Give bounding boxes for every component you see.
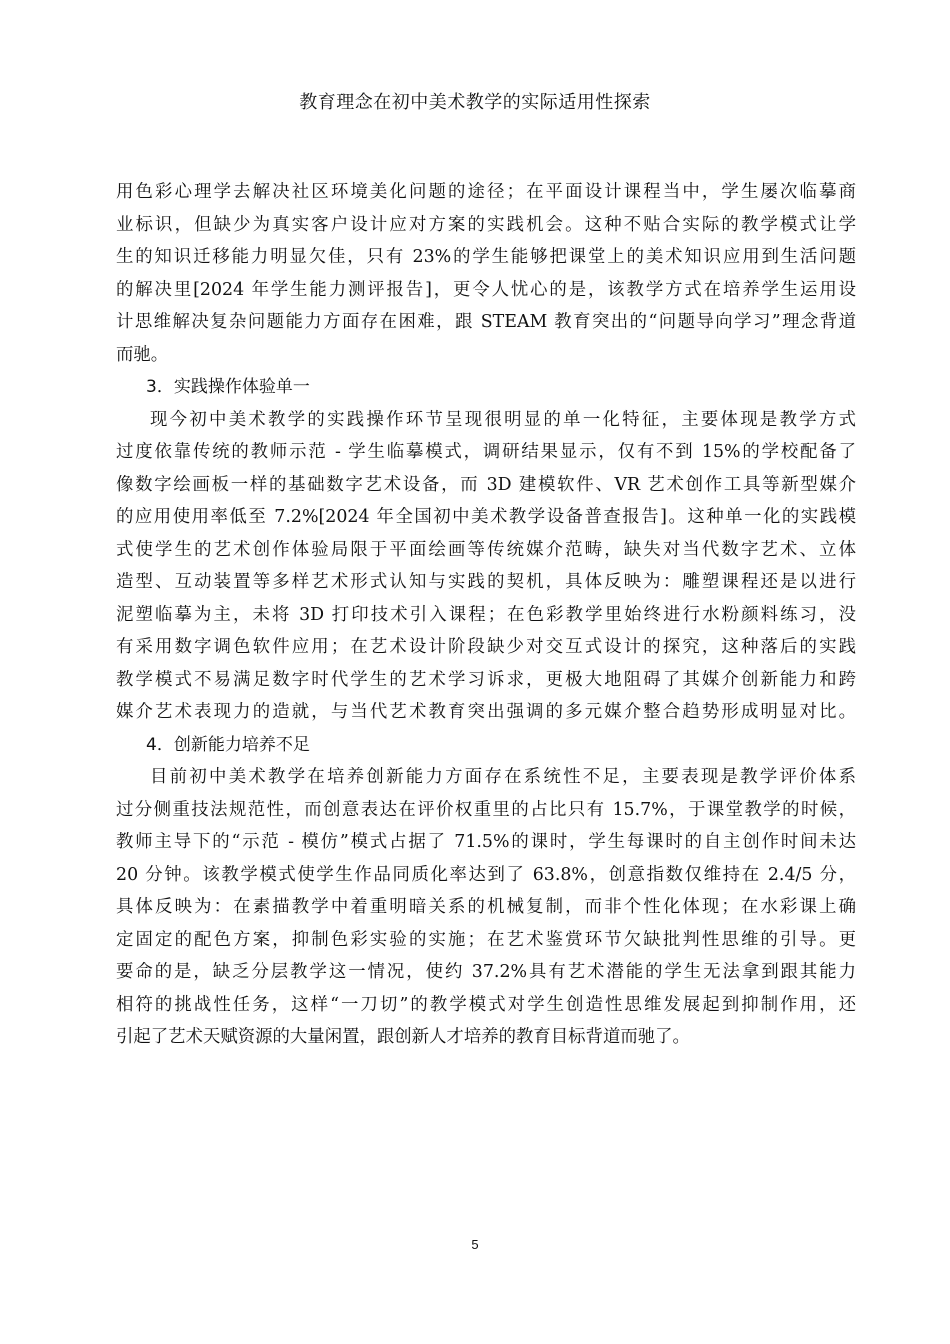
text-line: 具体反映为：在素描教学中着重明暗关系的机械复制，而非个性化体现；在水彩课上确 [116,897,856,917]
text-line: 定固定的配色方案，抑制色彩实验的实施；在艺术鉴赏环节欠缺批判性思维的引导。更 [116,929,856,950]
text-line: 现今初中美术教学的实践操作环节呈现很明显的单一化特征，主要体现是教学方式 [150,409,856,430]
text-line: 教师主导下的“示范 - 模仿”模式占据了 71.5%的课时，学生每课时的自主创作时间未达 [116,832,856,852]
text-line: 过分侧重技法规范性，而创意表达在评价权重里的占比只有 15.7%，于课堂教学的时候， [116,799,856,820]
text-line: 的应用使用率低至 7.2%[2024 年全国初中美术教学设备普查报告]。这种单一化的实践模 [116,507,856,527]
text-line: 式使学生的艺术创作体验局限于平面绘画等传统媒介范畴，缺失对当代数字艺术、立体 [116,539,856,560]
text-line: 有采用数字调色软件应用；在艺术设计阶段缺少对交互式设计的探究，这种落后的实践 [116,637,856,657]
running-header: 教育理念在初中美术教学的实际适用性探索 [299,92,651,113]
section-heading-3: 3．实践操作体验单一 [146,377,310,397]
text-line: 教学模式不易满足数字时代学生的艺术学习诉求，更极大地阻碍了其媒介创新能力和跨 [116,669,856,690]
text-line: 目前初中美术教学在培养创新能力方面存在系统性不足，主要表现是教学评价体系 [150,767,856,787]
text-line: 要命的是，缺乏分层教学这一情况，使约 37.2%具有艺术潜能的学生无法拿到跟其能力 [116,962,856,982]
text-line: 生的知识迁移能力明显欠佳，只有 23%的学生能够把课堂上的美术知识应用到生活问题 [116,247,856,267]
body-text [116,176,856,1054]
section-heading-4: 4．创新能力培养不足 [146,734,310,755]
paragraph-section-4 [116,761,856,1054]
text-line: 用色彩心理学去解决社区环境美化问题的途径；在平面设计课程当中，学生屡次临摹商 [116,182,856,202]
page-number: 5 [471,1237,479,1252]
text-line: 相符的挑战性任务，这样“一刀切”的教学模式对学生创造性思维发展起到抑制作用，还 [116,994,856,1015]
text-line: 业标识，但缺少为真实客户设计应对方案的实践机会。这种不贴合实际的教学模式让学 [116,214,856,235]
text-line: 像数字绘画板一样的基础数字艺术设备，而 3D 建模软件、VR 艺术创作工具等新型媒介 [116,474,856,495]
text-line: 引起了艺术天赋资源的大量闲置，跟创新人才培养的教育目标背道而驰了。 [116,1027,690,1047]
text-line: 媒介艺术表现力的造就，与当代艺术教育突出强调的多元媒介整合趋势形成明显对比。 [116,702,856,722]
paragraph-section-3 [116,404,856,729]
text-line: 造型、互动装置等多样艺术形式认知与实践的契机，具体反映为：雕塑课程还是以进行 [116,572,856,592]
text-line: 泥塑临摹为主，未将 3D 打印技术引入课程；在色彩教学里始终进行水粉颜料练习，没 [116,604,856,625]
paragraph-continued [116,176,856,371]
text-line: 20 分钟。该教学模式使学生作品同质化率达到了 63.8%，创意指数仅维持在 2.4/5 分， [116,864,856,885]
text-line: 过度依靠传统的教师示范 - 学生临摹模式，调研结果显示，仅有不到 15%的学校配备了 [116,442,856,462]
text-line: 的解决里[2024 年学生能力测评报告]，更令人忧心的是，该教学方式在培养学生运用设 [116,279,856,300]
text-line: 计思维解决复杂问题能力方面存在困难，跟 STEAM 教育突出的“问题导向学习”理念背道 [116,312,856,332]
text-line: 而驰。 [116,344,169,365]
